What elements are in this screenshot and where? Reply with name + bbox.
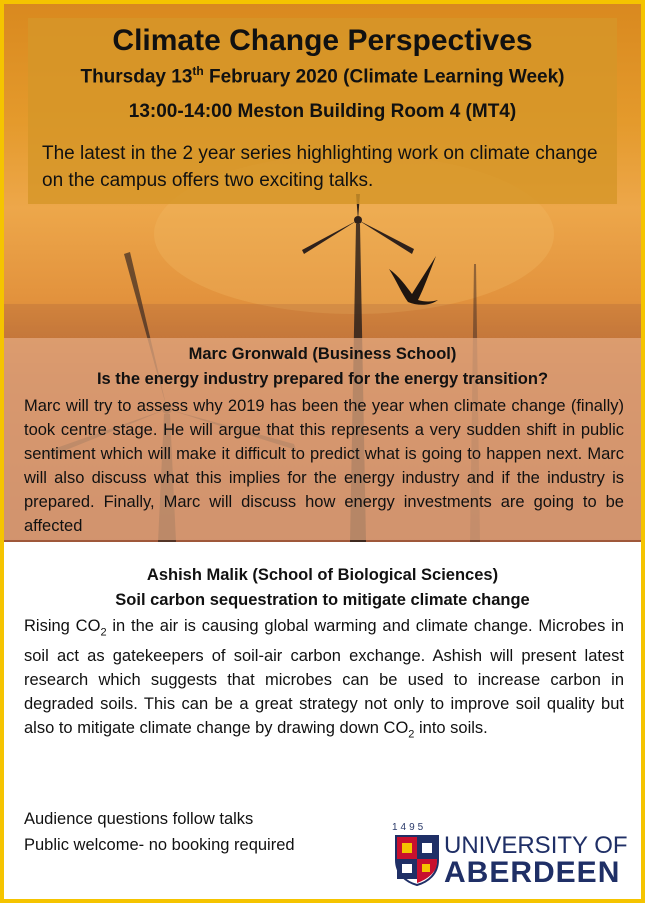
poster-title: Climate Change Perspectives <box>112 24 533 57</box>
talk1-abstract: Marc will try to assess why 2019 has been the year when climate change (finally) took centre stage. He will argue that this represents a very sudden shift in public sentiment which will make it difficult to predict what is going to happen next. Marc will also discuss what this implies for the energy industry and if the industry is prepared. Finally, Marc will discuss how energy investments are going to be affected <box>24 397 624 535</box>
talk2-title: Soil carbon sequestration to mitigate climate change <box>115 591 530 609</box>
crest-icon <box>394 834 440 886</box>
talk2-speaker: Ashish Malik (School of Biological Sciences) <box>146 566 499 584</box>
talk1-title: Is the energy industry prepared for the energy transition? <box>96 370 549 388</box>
talk1-speaker: Marc Gronwald (Business School) <box>188 345 457 363</box>
logo-year: 1495 <box>392 822 427 833</box>
event-intro: The latest in the 2 year series highlighting work on climate change on the campus offers two exciting talks. <box>42 143 598 191</box>
footer-public-note: Public welcome- no booking required <box>24 836 295 854</box>
logo-aberdeen-text: ABERDEEN <box>444 856 621 889</box>
event-date: Thursday 13th February 2020 (Climate Learning Week) <box>80 64 565 88</box>
event-time-venue: 13:00-14:00 Meston Building Room 4 (MT4) <box>128 101 517 122</box>
talk2-abstract: Rising $CO_2$ in the air is causing global warming and climate change. Microbes in soil act as gatekeepers of soil-air carbon exchange. Ashish will present latest research which suggests that microbes can be used to increase carbon in degraded soils. This can be a great strategy not only to improve soil quality but also to mitigate climate change by drawing down $CO_2$ into soils. <box>24 617 625 741</box>
footer-questions-note: Audience questions follow talks <box>24 810 254 828</box>
logo-university-text: UNIVERSITY OF <box>444 832 628 859</box>
university-logo <box>392 822 628 889</box>
